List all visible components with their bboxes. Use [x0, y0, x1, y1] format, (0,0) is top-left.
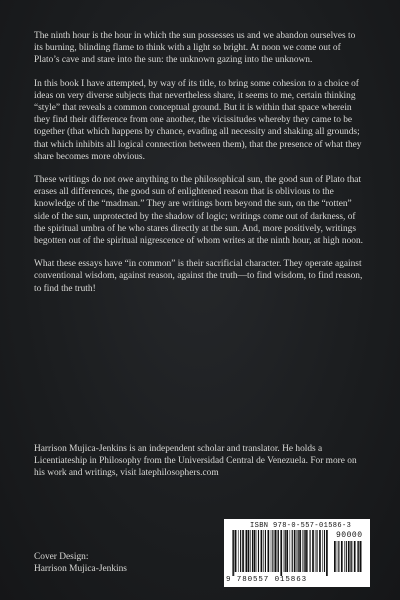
barcode-bar: [272, 530, 273, 572]
barcode-bar: [307, 530, 308, 572]
barcode-bar: [235, 530, 237, 572]
barcode-bar: [350, 541, 351, 572]
barcode-bar: [240, 530, 241, 572]
barcode-bar: [265, 530, 266, 572]
barcode-bar: [302, 530, 303, 572]
barcode-bar: [319, 530, 321, 572]
barcode-bar: [263, 530, 264, 572]
barcode-bar: [248, 530, 250, 572]
barcode-bar: [346, 541, 347, 572]
barcode-bar: [304, 530, 305, 572]
isbn-barcode: [224, 519, 370, 587]
barcode-bar: [250, 530, 251, 572]
barcode-bar: [245, 530, 246, 572]
barcode-bar: [278, 530, 279, 572]
barcode-bar: [310, 530, 311, 572]
cover-design-credit: [34, 551, 184, 575]
ean-digits: 9 780557 015863: [226, 576, 308, 584]
barcode-bar: [351, 541, 352, 572]
barcode-bar: [334, 541, 336, 572]
paragraph-in-common: What these essays have “in common” is their sacrificial character. They operate against conventional wisdom, against reason, against the truth—to find wisdom, to find reason, to find the truth!: [34, 259, 363, 294]
barcode-bar: [292, 530, 293, 572]
barcode-bar: [322, 530, 323, 572]
paragraph-philosophical-sun: These writings do not owe anything to the philosophical sun, the good sun of Plato that erases all differences, the good sun of enlightened reason that is oblivious to the knowledge of the “madman.” They are writings born beyond the sun, on the “rotten” side of the sun, unprotected by the shadow of logic; writings come out of darkness, of the spiritual umbra of he who stares directly at the sun. And, more positively, writings begotten out of the spiritual nigrescence of whom writes at the ninth hour, at high noon.: [34, 175, 363, 247]
back-cover-text: [34, 30, 366, 306]
barcode-bar: [315, 530, 316, 572]
author-bio: Harrison Mujica-Jenkins is an independent scholar and translator. He holds a Licentiateship in Philosophy from the Universidad Central de Venezuela. For more on his work and writings, visit latephilosophers.com: [34, 444, 357, 479]
barcode-bar: [254, 530, 256, 572]
barcode-bar: [358, 541, 359, 572]
barcode-bar: [290, 530, 291, 572]
barcode-bar: [326, 530, 328, 576]
barcode-bar: [232, 530, 233, 576]
barcode-bar: [277, 530, 278, 572]
paragraph-title-cohesion: In this book I have attempted, by way of its title, to bring some cohesion to a choice of ideas on very diverse subjects that nevertheless share, it seems to me, certain thinking “style” that reveals a common conceptual ground. But it is within that space wherein they find their difference from one another, the vicissitudes whereby they came to be together (that which happens by chance, evading all necessity and shaking all grounds; that which inhibits all logical connection between them), that the presence of what they share becomes more obvious.: [34, 78, 362, 162]
barcode-bar: [299, 530, 301, 572]
barcode-bar: [357, 541, 358, 572]
barcode-bar: [246, 530, 247, 572]
barcode-bar: [297, 530, 298, 572]
barcode-bar: [348, 541, 350, 572]
barcode-bar: [285, 530, 286, 572]
barcode-bar: [268, 530, 270, 572]
barcode-bar: [274, 530, 276, 572]
barcode-bar: [337, 541, 338, 572]
barcode-bar: [286, 530, 288, 572]
barcode-bar: [360, 541, 362, 572]
paragraph-ninth-hour: The ninth hour is the hour in which the sun possesses us and we abandon ourselves to its burning, blinding flame to think with a light so bright. At noon we come out of Plato’s cave and stare into the sun: the unknown gazing into the unknown.: [34, 31, 356, 66]
barcode-bar: [256, 530, 257, 572]
price-code: 90000: [336, 531, 363, 540]
barcode-bar: [280, 530, 282, 576]
barcode-bar: [233, 530, 234, 576]
barcode-bar: [252, 530, 253, 572]
barcode-bar: [284, 530, 285, 572]
barcode-bar: [271, 530, 272, 572]
barcode-bar: [305, 530, 307, 572]
barcode-bar: [242, 530, 244, 572]
barcode-bar: [238, 530, 239, 572]
cover-designer-name: Harrison Mujica-Jenkins: [34, 564, 127, 575]
barcode-bar: [312, 530, 314, 572]
isbn-number: ISBN 978-0-557-01586-3: [250, 522, 352, 530]
ean-barcode-bars: [232, 530, 328, 576]
barcode-bar: [316, 530, 317, 572]
barcode-bar: [324, 530, 325, 572]
barcode-bar: [261, 530, 263, 572]
barcode-bar: [258, 530, 259, 572]
price-addon-bars: [334, 541, 364, 576]
barcode-bar: [294, 530, 296, 572]
barcode-bar: [338, 541, 339, 572]
barcode-bar: [344, 541, 345, 572]
barcode-bar: [354, 541, 356, 572]
barcode-bar: [298, 530, 299, 572]
barcode-bar: [341, 541, 343, 572]
cover-design-label: Cover Design:: [34, 552, 89, 562]
